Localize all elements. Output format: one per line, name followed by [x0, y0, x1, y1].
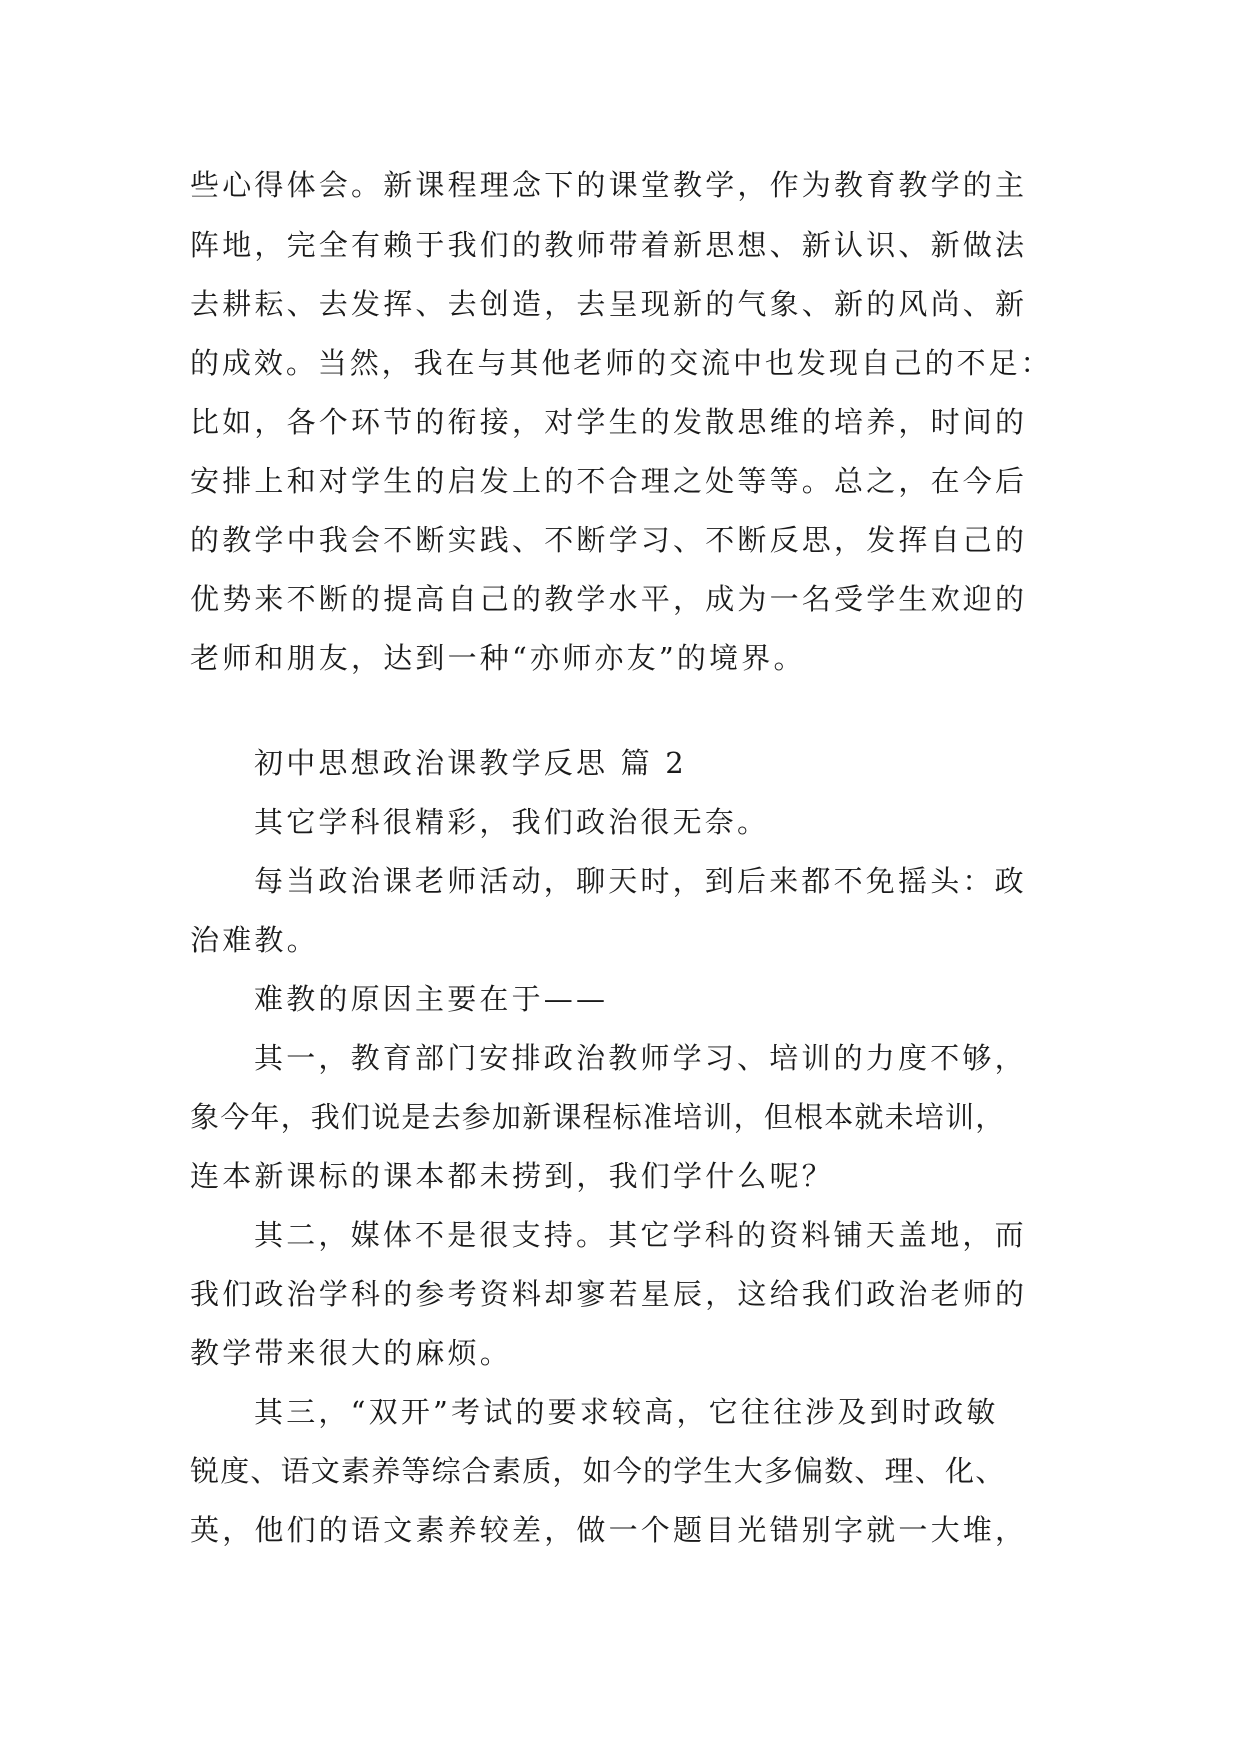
paragraph-line: 些心得体会。新课程理念下的课堂教学，作为教育教学的主: [190, 168, 1028, 202]
paragraph-line: 我们政治学科的参考资料却寥若星辰，这给我们政治老师的: [190, 1277, 1028, 1311]
paragraph-line: 老师和朋友，达到一种“亦师亦友”的境界。: [190, 641, 806, 675]
paragraph-line: 锐度、语文素养等综合素质，如今的学生大多偏数、理、化、: [190, 1454, 1006, 1488]
paragraph-line: 象今年，我们说是去参加新课程标准培训，但根本就未培训，: [190, 1100, 1006, 1134]
paragraph-line: 的成效。当然，我在与其他老师的交流中也发现自己的不足：: [190, 346, 1053, 380]
paragraph-line: 连本新课标的课本都未捞到，我们学什么呢？: [190, 1159, 835, 1193]
paragraph-line: 治难教。: [190, 923, 319, 957]
paragraph-line: 难教的原因主要在于——: [254, 982, 609, 1016]
paragraph-line: 其二，媒体不是很支持。其它学科的资料铺天盖地，而: [254, 1218, 1027, 1252]
paragraph-line: 优势来不断的提高自己的教学水平，成为一名受学生欢迎的: [190, 582, 1028, 616]
paragraph-line: 英，他们的语文素养较差，做一个题目光错别字就一大堆，: [190, 1513, 1028, 1547]
paragraph-line: 阵地，完全有赖于我们的教师带着新思想、新认识、新做法: [190, 228, 1028, 262]
paragraph-line: 其它学科很精彩，我们政治很无奈。: [254, 805, 770, 839]
paragraph-line: 安排上和对学生的启发上的不合理之处等等。总之，在今后: [190, 464, 1028, 498]
paragraph-line: 的教学中我会不断实践、不断学习、不断反思，发挥自己的: [190, 523, 1028, 557]
paragraph-line: 其一，教育部门安排政治教师学习、培训的力度不够，: [254, 1041, 1027, 1075]
paragraph-line: 每当政治课老师活动，聊天时，到后来都不免摇头：政: [254, 864, 1027, 898]
paragraph-line: 比如，各个环节的衔接，对学生的发散思维的培养，时间的: [190, 405, 1028, 439]
paragraph-line: 教学带来很大的麻烦。: [190, 1336, 513, 1370]
paragraph-line: 其三，“双开”考试的要求较高，它往往涉及到时政敏: [254, 1395, 999, 1429]
paragraph-line: 去耕耘、去发挥、去创造，去呈现新的气象、新的风尚、新: [190, 287, 1028, 321]
section-title: 初中思想政治课教学反思 篇 2: [254, 746, 687, 780]
